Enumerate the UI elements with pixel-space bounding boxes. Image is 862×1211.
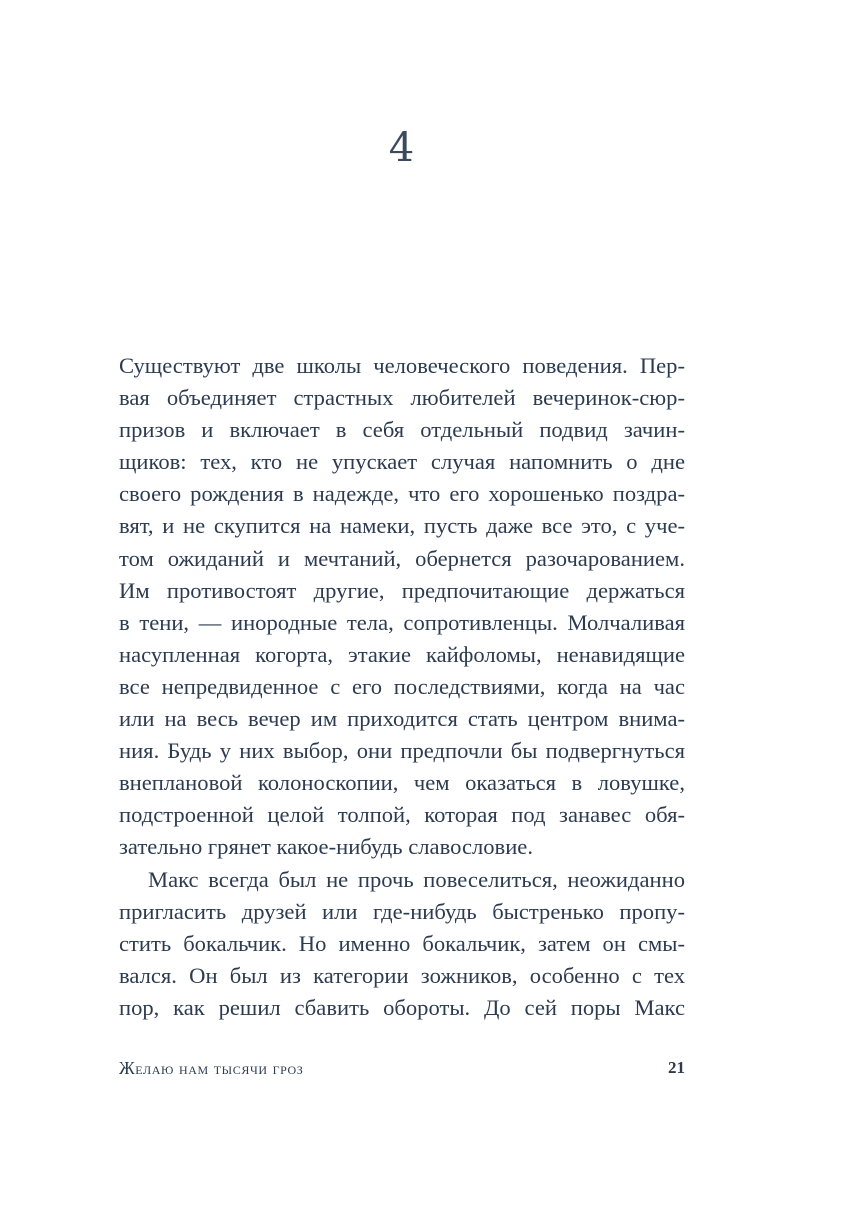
page-footer (119, 1058, 685, 1082)
text-line: пор, как решил сбавить обороты. До сей поры Макс (119, 994, 685, 1020)
text-line: Существуют две школы человеческого поведения. Пер- (119, 353, 685, 378)
body-text (119, 350, 685, 1024)
text-line: ния. Будь у них выбор, они предпочли бы подвергнуться (119, 738, 685, 764)
text-line: призов и включает в себя отдельный подвид зачин- (119, 417, 685, 443)
text-line: Макс всегда был не прочь повеселиться, неожиданно (148, 866, 685, 892)
text-line: подстроенной целой толпой, которая под занавес обя- (119, 802, 685, 828)
text-line: том ожиданий и мечтаний, обернется разочарованием. (119, 545, 685, 571)
running-title: Желаю нам тысячи гроз (119, 1058, 304, 1078)
text-line: или на весь вечер им приходится стать центром внима- (119, 706, 685, 732)
text-line: зательно грянет какое-нибудь славословие. (119, 834, 533, 860)
text-line: Им противостоят другие, предпочитающие держаться (119, 577, 685, 603)
text-line: своего рождения в надежде, что его хорошенько поздра- (119, 481, 685, 507)
page-number: 21 (668, 1058, 685, 1077)
text-line: внеплановой колоноскопии, чем оказаться в ловушке, (119, 770, 685, 796)
text-line: стить бокальчик. Но именно бокальчик, затем он смы- (119, 930, 685, 956)
text-line: вят, и не скупится на намеки, пусть даже все это, с уче- (119, 513, 685, 539)
chapter-number: 4 (388, 125, 415, 171)
text-line: щиков: тех, кто не упускает случая напомнить о дне (119, 449, 685, 475)
text-line: все непредвиденное с его последствиями, когда на час (119, 673, 685, 699)
text-line: пригласить друзей или где-нибудь быстренько пропу- (119, 898, 685, 924)
text-line: насупленная когорта, этакие кайфоломы, ненавидящие (119, 641, 685, 667)
text-line: вая объединяет страстных любителей вечеринок-сюр- (119, 385, 685, 411)
text-line: в тени, — инородные тела, сопротивленцы. Молчаливая (119, 609, 685, 635)
text-line: вался. Он был из категории зожников, особенно с тех (119, 962, 685, 988)
